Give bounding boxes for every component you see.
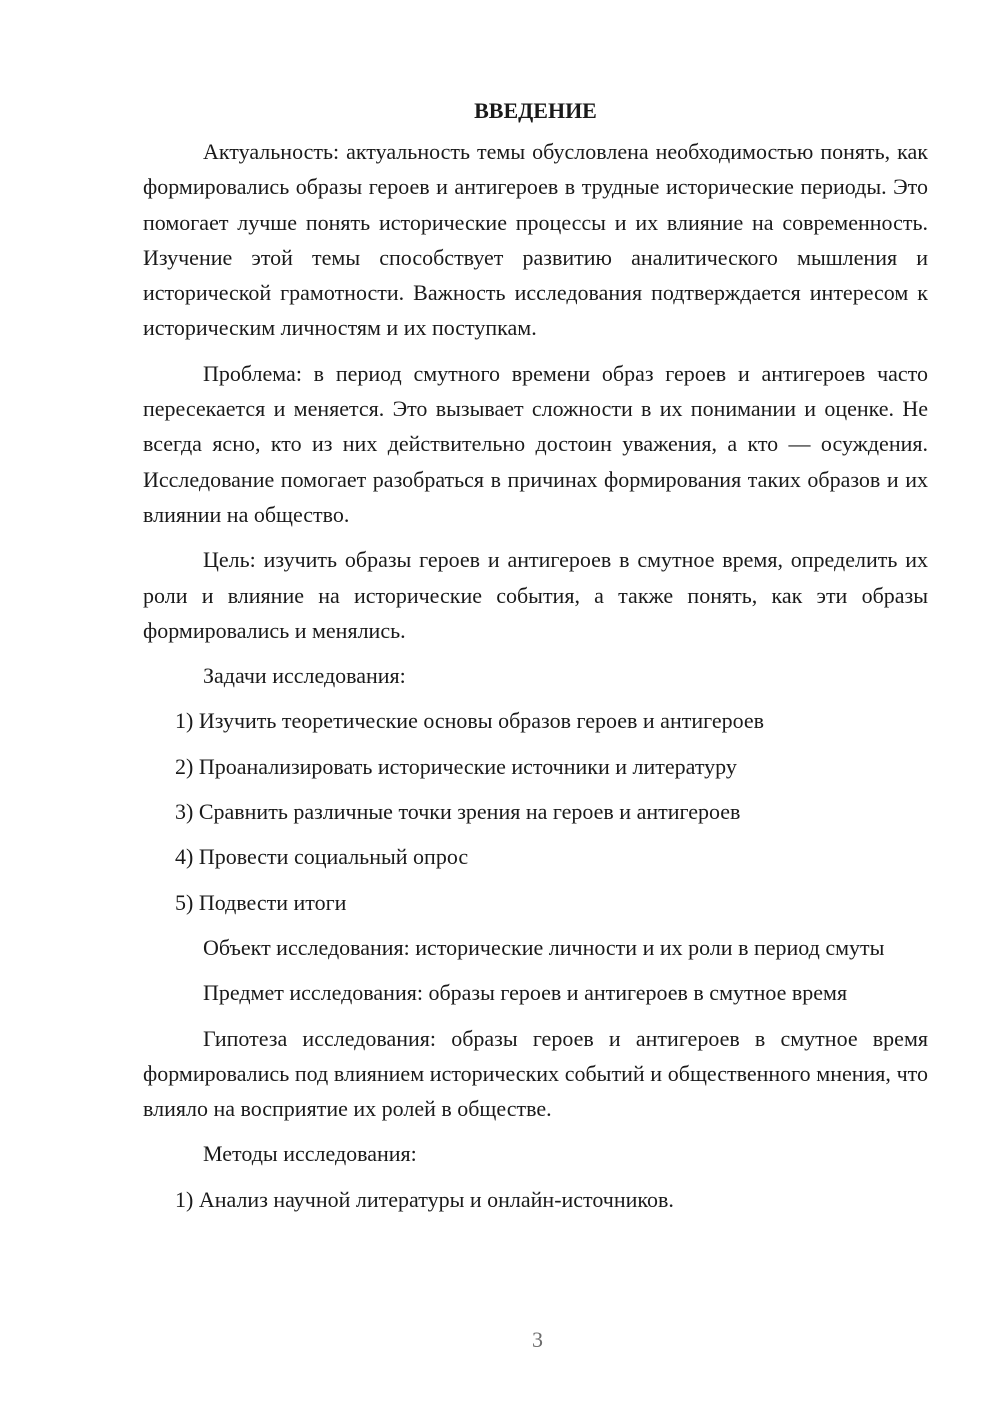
relevance-paragraph: Актуальность: актуальность темы обусловлена необходимостью понять, как формировались образы героев и антигероев в трудные исторические периоды. Это помогает лучше понять исторические процессы и их влияние на современность. Изучение этой темы способствует развитию аналитического мышления и исторической грамотности. Важность исследования подтверждается интересом к историческим личностям и их поступкам. xyxy=(143,139,928,341)
methods-heading: Методы исследования: xyxy=(203,1141,417,1167)
method-item: 1) Анализ научной литературы и онлайн-источников. xyxy=(175,1186,674,1212)
task-item: 2) Проанализировать исторические источники и литературу xyxy=(175,753,737,779)
page-content xyxy=(143,93,928,1227)
section-title: ВВЕДЕНИЕ xyxy=(474,98,597,123)
tasks-heading: Задачи исследования: xyxy=(203,663,406,689)
task-item: 4) Провести социальный опрос xyxy=(175,844,469,870)
subject-paragraph: Предмет исследования: образы героев и антигероев в смутное время xyxy=(203,980,848,1006)
task-item: 1) Изучить теоретические основы образов героев и антигероев xyxy=(175,708,765,734)
goal-paragraph: Цель: изучить образы героев и антигероев в смутное время, определить их роли и влияние на исторические события, а также понять, как эти образы формировались и менялись. xyxy=(143,547,928,643)
object-paragraph: Объект исследования: исторические личности и их роли в период смуты xyxy=(203,934,885,960)
task-item: 3) Сравнить различные точки зрения на героев и антигероев xyxy=(175,799,741,825)
page-number: 3 xyxy=(532,1327,543,1352)
hypothesis-paragraph: Гипотеза исследования: образы героев и антигероев в смутное время формировались под влиянием исторических событий и общественного мнения, что влияло на восприятие их ролей в обществе. xyxy=(143,1025,928,1122)
task-item: 5) Подвести итоги xyxy=(175,889,347,915)
problem-paragraph: Проблема: в период смутного времени образ героев и антигероев часто пересекается и меняется. Это вызывает сложности в их понимании и оценке. Не всегда ясно, кто из них действительно достоин уважения, а кто — осуждения. Исследование помогает разобраться в причинах формирования таких образов и их влиянии на общество. xyxy=(143,360,928,527)
